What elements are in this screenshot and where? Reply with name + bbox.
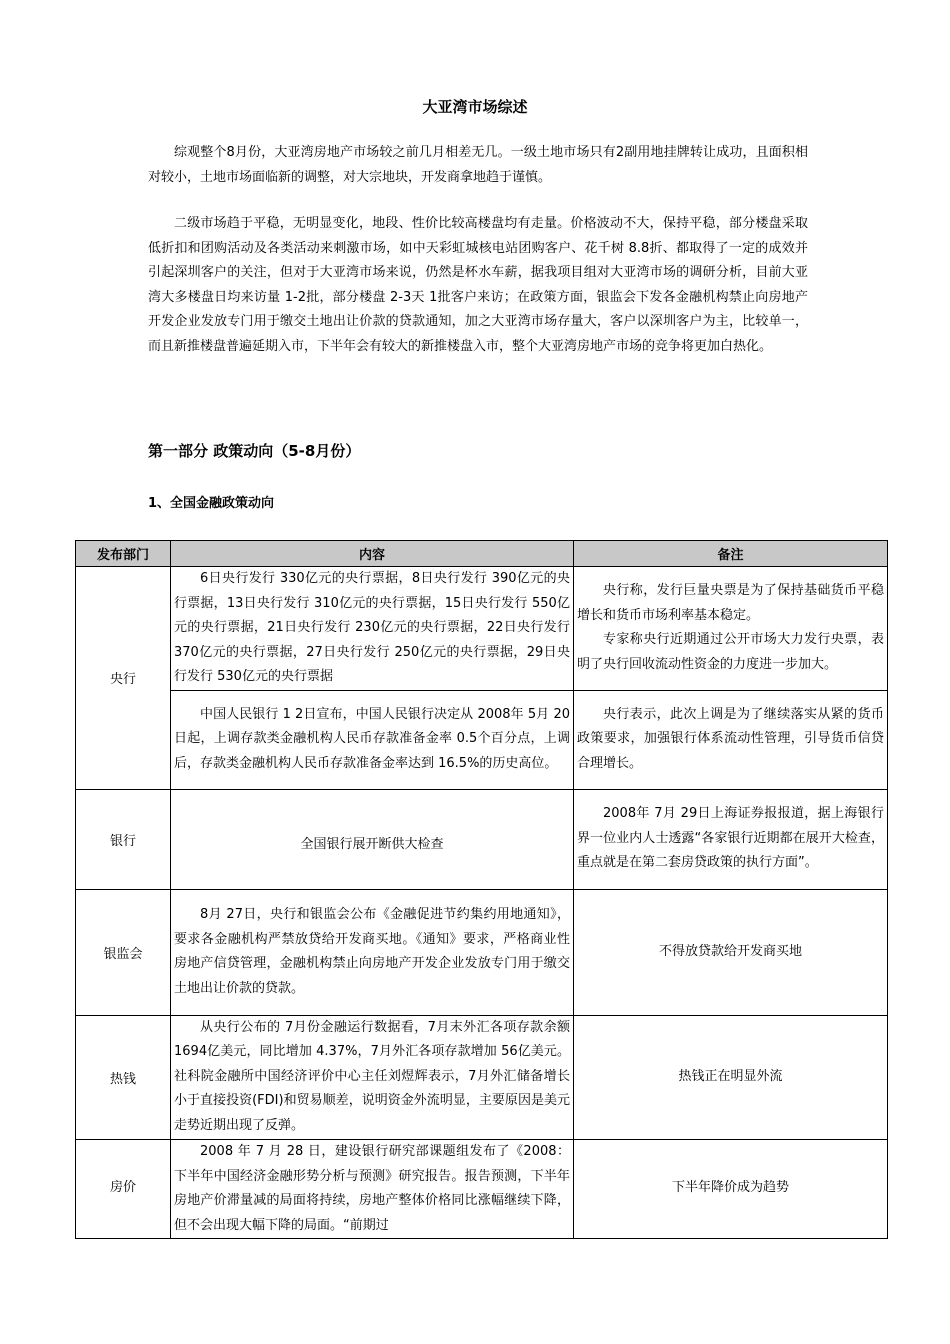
table-row <box>76 889 888 1015</box>
content-cell <box>171 1139 574 1238</box>
note-text: 央行称，发行巨量央票是为了保持基础货币平稳增长和货币市场利率基本稳定。 <box>577 583 884 623</box>
note-cell <box>574 1015 888 1139</box>
content-text: 6日央行发行 330亿元的央行票据，8日央行发行 390亿元的央行票据，13日央行发行 310亿元的央行票据，15日央行发行 550亿元的央行票据，21日央行发行 230亿元的央行票据，22日央行发行 370亿元的央行票据，27日央行发行 250亿元的央行票据，29日央行发行 530亿元的央行票据 <box>174 571 570 684</box>
content-text: 8月 27日，央行和银监会公布《金融促进节约集约用地通知》，要求各金融机构严禁放贷给开发商买地。《通知》要求，严格商业性房地产信贷管理，金融机构禁止向房地产开发企业发放专门用于缴交土地出让价款的贷款。 <box>174 907 570 996</box>
content-text: 全国银行展开断供大检查 <box>300 836 444 852</box>
note-text: 不得放贷款给开发商买地 <box>658 943 802 959</box>
content-cell <box>171 567 574 691</box>
subsection-heading: 1、全国金融政策动向 <box>148 496 275 511</box>
header-dept: 发布部门 <box>76 541 171 567</box>
dept-cell: 银监会 <box>76 889 171 1015</box>
note-text: 央行表示，此次上调是为了继续落实从紧的货币政策要求，加强银行体系流动性管理，引导货币信贷合理增长。 <box>577 706 884 771</box>
dept-cell: 热钱 <box>76 1015 171 1139</box>
dept-text: 房价 <box>109 1180 136 1196</box>
content-text: 从央行公布的 7月份金融运行数据看，7月末外汇各项存款余额 1694亿美元，同比增加 4.37%，7月外汇各项存款增加 56亿美元。社科院金融所中国经济评价中心主任刘煜辉表示，7月外汇储备增长小于直接投资(FDI)和贸易顺差，说明资金外流明显，主要原因是美元走势近期出现了反弹。 <box>174 1019 570 1133</box>
section-heading: 第一部分 政策动向（5-8月份） <box>148 442 361 460</box>
content-cell <box>171 789 574 889</box>
intro-paragraph-2: 二级市场趋于平稳，无明显变化，地段、性价比较高楼盘均有走量。价格波动不大，保持平稳，部分楼盘采取低折扣和团购活动及各类活动来刺激市场，如中天彩虹城核电站团购客户、花千树 8.8折、都取得了一定的成效并引起深圳客户的关注，但对于大亚湾市场来说，仍然是杯水车薪，据我项目组对大亚湾市场的调研分析，目前大亚湾大多楼盘日均来访量 1-2批，部分楼盘 2-3天 1批客户来访；在政策方面，银监会下发各金融机构禁止向房地产开发企业发放专门用于缴交土地出让价款的贷款通知，加之大亚湾市场存量大，客户以深圳客户为主，比较单一，而且新推楼盘普遍延期入市，下半年会有较大的新推楼盘入市，整个大亚湾房地产市场的竞争将更加白热化。 <box>148 216 808 354</box>
header-note: 备注 <box>574 541 888 567</box>
dept-cell <box>76 1139 171 1238</box>
note-text: 热钱正在明显外流 <box>678 1068 783 1084</box>
policy-table <box>75 540 888 1239</box>
intro-paragraph-1: 综观整个8月份，大亚湾房地产市场较之前几月相差无几。一级土地市场只有2副用地挂牌转让成功，且面积相对较小，土地市场面临新的调整，对大宗地块，开发商拿地趋于谨慎。 <box>148 145 808 185</box>
note-cell <box>574 889 888 1015</box>
note-text: 下半年降价成为趋势 <box>671 1180 789 1196</box>
table-row <box>76 1139 888 1238</box>
header-content: 内容 <box>171 541 574 567</box>
note-cell <box>574 789 888 889</box>
content-clip <box>174 1140 570 1237</box>
note-cell <box>574 1139 888 1238</box>
content-text: 2008 年 7 月 28 日，建设银行研究部课题组发布了《2008：下半年中国经济金融形势分析与预测》研究报告。报告预测，下半年房地产价滞量减的局面将持续，房地产整体价格同比涨幅继续下降，但不会出现大幅下降的局面。“前期过 <box>174 1144 570 1233</box>
table-header-row <box>76 541 888 567</box>
note-text: 2008年 7月 29日上海证券报报道，据上海银行界一位业内人士透露“各家银行近期都在展开大检查，重点就是在第二套房贷政策的执行方面”。 <box>577 806 884 871</box>
page-title: 大亚湾市场综述 <box>422 98 528 116</box>
table-row <box>76 789 888 889</box>
note-cell <box>574 567 888 691</box>
dept-cell: 银行 <box>76 789 171 889</box>
table-row <box>76 567 888 691</box>
dept-cell: 央行 <box>76 567 171 790</box>
content-cell <box>171 690 574 789</box>
content-text: 中国人民银行 1 2日宣布，中国人民银行决定从 2008年 5月 20日起，上调存款类金融机构人民币存款准备金率 0.5个百分点，上调后，存款类金融机构人民币存款准备金率达到 16.5%的历史高位。 <box>174 706 570 771</box>
table-row <box>76 690 888 789</box>
table-row <box>76 1015 888 1139</box>
note-cell <box>574 690 888 789</box>
content-cell <box>171 1015 574 1139</box>
content-cell <box>171 889 574 1015</box>
note-text-2: 专家称央行近期通过公开市场大力发行央票，表明了央行回收流动性资金的力度进一步加大。 <box>577 632 884 672</box>
